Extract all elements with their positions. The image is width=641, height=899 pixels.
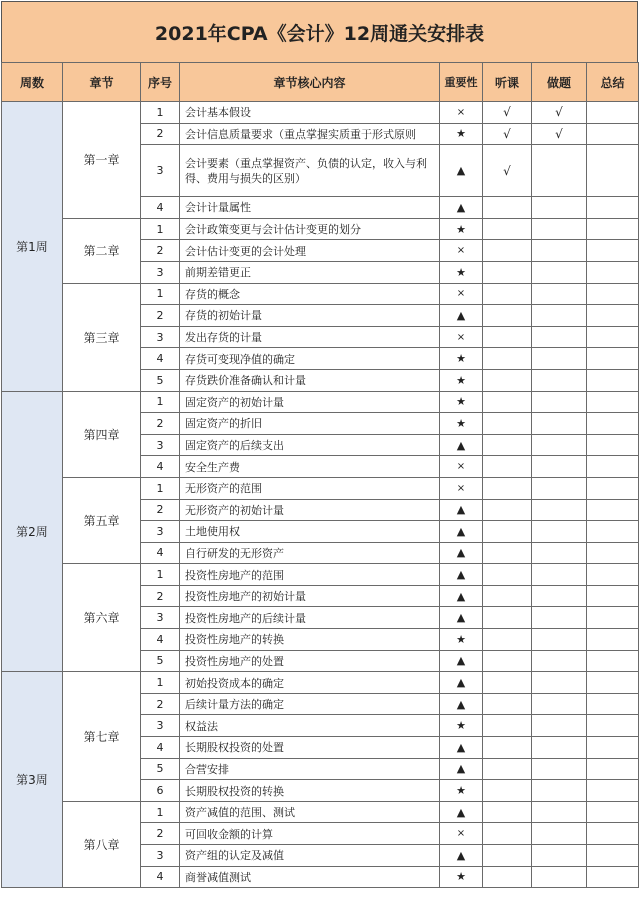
- importance-mark: ×: [440, 456, 483, 478]
- exercise-check: [532, 326, 587, 348]
- table-body: [2, 102, 639, 888]
- seq-cell: 1: [141, 801, 180, 823]
- header-seq: 序号: [141, 63, 180, 102]
- content-cell: 固定资产的后续支出: [180, 434, 440, 456]
- summary-cell: [587, 326, 639, 348]
- seq-cell: 1: [141, 391, 180, 413]
- importance-mark: ★: [440, 780, 483, 802]
- seq-cell: 3: [141, 607, 180, 629]
- listen-check: [483, 823, 532, 845]
- importance-mark: ▲: [440, 197, 483, 219]
- listen-check: [483, 564, 532, 586]
- table-row: [2, 391, 639, 413]
- content-cell: 长期股权投资的处置: [180, 737, 440, 759]
- summary-cell: [587, 866, 639, 888]
- exercise-check: [532, 650, 587, 672]
- importance-mark: ▲: [440, 845, 483, 867]
- seq-cell: 3: [141, 845, 180, 867]
- importance-mark: ×: [440, 102, 483, 124]
- header-listen: 听课: [483, 63, 532, 102]
- summary-cell: [587, 261, 639, 283]
- listen-check: [483, 456, 532, 478]
- summary-cell: [587, 197, 639, 219]
- content-cell: 资产减值的范围、测试: [180, 801, 440, 823]
- importance-mark: ▲: [440, 585, 483, 607]
- content-cell: 资产组的认定及减值: [180, 845, 440, 867]
- exercise-check: [532, 672, 587, 694]
- summary-cell: [587, 585, 639, 607]
- exercise-check: [532, 585, 587, 607]
- importance-mark: ▲: [440, 672, 483, 694]
- content-cell: 存货的概念: [180, 283, 440, 305]
- listen-check: [483, 326, 532, 348]
- importance-mark: ★: [440, 218, 483, 240]
- summary-cell: [587, 499, 639, 521]
- summary-cell: [587, 823, 639, 845]
- importance-mark: ★: [440, 715, 483, 737]
- content-cell: 存货跌价准备确认和计量: [180, 369, 440, 391]
- importance-mark: ★: [440, 123, 483, 145]
- importance-mark: ▲: [440, 607, 483, 629]
- exercise-check: [532, 607, 587, 629]
- summary-cell: [587, 145, 639, 197]
- content-cell: 安全生产费: [180, 456, 440, 478]
- summary-cell: [587, 780, 639, 802]
- content-cell: 会计政策变更与会计估计变更的划分: [180, 218, 440, 240]
- importance-mark: ▲: [440, 564, 483, 586]
- chapter-name: 第一章: [63, 102, 141, 219]
- summary-cell: [587, 348, 639, 370]
- seq-cell: 6: [141, 780, 180, 802]
- exercise-check: [532, 823, 587, 845]
- summary-cell: [587, 629, 639, 651]
- listen-check: [483, 197, 532, 219]
- seq-cell: 4: [141, 629, 180, 651]
- listen-check: [483, 737, 532, 759]
- content-cell: 固定资产的初始计量: [180, 391, 440, 413]
- importance-mark: ★: [440, 413, 483, 435]
- table-row: [2, 801, 639, 823]
- exercise-check: [532, 240, 587, 262]
- header-content: 章节核心内容: [180, 63, 440, 102]
- exercise-check: [532, 391, 587, 413]
- content-cell: 自行研发的无形资产: [180, 542, 440, 564]
- exercise-check: [532, 261, 587, 283]
- importance-mark: ▲: [440, 305, 483, 327]
- chapter-name: 第二章: [63, 218, 141, 283]
- header-summary: 总结: [587, 63, 639, 102]
- table-row: [2, 564, 639, 586]
- header-chapter: 章节: [63, 63, 141, 102]
- week-label: 第1周: [2, 102, 63, 392]
- importance-mark: ×: [440, 326, 483, 348]
- seq-cell: 2: [141, 585, 180, 607]
- schedule-table: [1, 62, 639, 888]
- summary-cell: [587, 521, 639, 543]
- content-cell: 投资性房地产的处置: [180, 650, 440, 672]
- summary-cell: [587, 391, 639, 413]
- summary-cell: [587, 477, 639, 499]
- content-cell: 权益法: [180, 715, 440, 737]
- listen-check: √: [483, 102, 532, 124]
- exercise-check: [532, 629, 587, 651]
- summary-cell: [587, 305, 639, 327]
- seq-cell: 3: [141, 261, 180, 283]
- listen-check: [483, 240, 532, 262]
- listen-check: [483, 780, 532, 802]
- importance-mark: ★: [440, 629, 483, 651]
- exercise-check: [532, 434, 587, 456]
- listen-check: [483, 521, 532, 543]
- exercise-check: [532, 542, 587, 564]
- seq-cell: 4: [141, 348, 180, 370]
- chapter-name: 第八章: [63, 801, 141, 887]
- summary-cell: [587, 715, 639, 737]
- seq-cell: 3: [141, 715, 180, 737]
- week-label: 第3周: [2, 672, 63, 888]
- exercise-check: [532, 715, 587, 737]
- content-cell: 固定资产的折旧: [180, 413, 440, 435]
- exercise-check: [532, 369, 587, 391]
- listen-check: [483, 542, 532, 564]
- content-cell: 土地使用权: [180, 521, 440, 543]
- content-cell: 存货可变现净值的确定: [180, 348, 440, 370]
- exercise-check: [532, 477, 587, 499]
- importance-mark: ★: [440, 261, 483, 283]
- chapter-name: 第六章: [63, 564, 141, 672]
- header-importance: 重要性: [440, 63, 483, 102]
- chapter-name: 第四章: [63, 391, 141, 477]
- listen-check: [483, 715, 532, 737]
- chapter-name: 第七章: [63, 672, 141, 802]
- seq-cell: 4: [141, 197, 180, 219]
- table-row: [2, 672, 639, 694]
- summary-cell: [587, 564, 639, 586]
- table-row: [2, 218, 639, 240]
- summary-cell: [587, 542, 639, 564]
- content-cell: 发出存货的计量: [180, 326, 440, 348]
- summary-cell: [587, 102, 639, 124]
- listen-check: [483, 650, 532, 672]
- header-exercise: 做题: [532, 63, 587, 102]
- listen-check: [483, 629, 532, 651]
- content-cell: 会计信息质量要求（重点掌握实质重于形式原则: [180, 123, 440, 145]
- table-row: [2, 283, 639, 305]
- summary-cell: [587, 413, 639, 435]
- listen-check: [483, 261, 532, 283]
- content-cell: 合营安排: [180, 758, 440, 780]
- listen-check: [483, 585, 532, 607]
- summary-cell: [587, 845, 639, 867]
- content-cell: 可回收金额的计算: [180, 823, 440, 845]
- content-cell: 存货的初始计量: [180, 305, 440, 327]
- seq-cell: 2: [141, 823, 180, 845]
- seq-cell: 3: [141, 145, 180, 197]
- summary-cell: [587, 758, 639, 780]
- listen-check: [483, 434, 532, 456]
- summary-cell: [587, 123, 639, 145]
- content-cell: 会计估计变更的会计处理: [180, 240, 440, 262]
- summary-cell: [587, 801, 639, 823]
- importance-mark: ▲: [440, 801, 483, 823]
- listen-check: [483, 477, 532, 499]
- listen-check: √: [483, 145, 532, 197]
- exercise-check: √: [532, 123, 587, 145]
- content-cell: 商誉减值测试: [180, 866, 440, 888]
- summary-cell: [587, 650, 639, 672]
- header-week: 周数: [2, 63, 63, 102]
- exercise-check: [532, 758, 587, 780]
- seq-cell: 1: [141, 672, 180, 694]
- summary-cell: [587, 607, 639, 629]
- seq-cell: 1: [141, 102, 180, 124]
- listen-check: [483, 499, 532, 521]
- importance-mark: ×: [440, 240, 483, 262]
- content-cell: 会计计量属性: [180, 197, 440, 219]
- exercise-check: [532, 693, 587, 715]
- table-row: [2, 477, 639, 499]
- listen-check: [483, 391, 532, 413]
- page-title: 2021年CPA《会计》12周通关安排表: [1, 1, 638, 63]
- table-row: [2, 102, 639, 124]
- seq-cell: 1: [141, 283, 180, 305]
- exercise-check: [532, 866, 587, 888]
- summary-cell: [587, 218, 639, 240]
- seq-cell: 4: [141, 737, 180, 759]
- summary-cell: [587, 240, 639, 262]
- importance-mark: ▲: [440, 650, 483, 672]
- summary-cell: [587, 672, 639, 694]
- listen-check: √: [483, 123, 532, 145]
- listen-check: [483, 305, 532, 327]
- exercise-check: [532, 780, 587, 802]
- seq-cell: 2: [141, 123, 180, 145]
- seq-cell: 2: [141, 693, 180, 715]
- chapter-name: 第五章: [63, 477, 141, 563]
- listen-check: [483, 801, 532, 823]
- listen-check: [483, 283, 532, 305]
- seq-cell: 4: [141, 542, 180, 564]
- exercise-check: [532, 737, 587, 759]
- seq-cell: 2: [141, 305, 180, 327]
- exercise-check: [532, 283, 587, 305]
- content-cell: 无形资产的初始计量: [180, 499, 440, 521]
- summary-cell: [587, 456, 639, 478]
- exercise-check: [532, 145, 587, 197]
- header-row: [2, 63, 639, 102]
- seq-cell: 1: [141, 564, 180, 586]
- content-cell: 无形资产的范围: [180, 477, 440, 499]
- listen-check: [483, 348, 532, 370]
- summary-cell: [587, 693, 639, 715]
- exercise-check: √: [532, 102, 587, 124]
- listen-check: [483, 607, 532, 629]
- seq-cell: 4: [141, 866, 180, 888]
- content-cell: 投资性房地产的范围: [180, 564, 440, 586]
- content-cell: 会计基本假设: [180, 102, 440, 124]
- importance-mark: ★: [440, 391, 483, 413]
- listen-check: [483, 866, 532, 888]
- listen-check: [483, 369, 532, 391]
- importance-mark: ×: [440, 283, 483, 305]
- seq-cell: 2: [141, 240, 180, 262]
- exercise-check: [532, 305, 587, 327]
- exercise-check: [532, 801, 587, 823]
- seq-cell: 5: [141, 650, 180, 672]
- content-cell: 前期差错更正: [180, 261, 440, 283]
- importance-mark: ★: [440, 866, 483, 888]
- content-cell: 长期股权投资的转换: [180, 780, 440, 802]
- chapter-name: 第三章: [63, 283, 141, 391]
- listen-check: [483, 413, 532, 435]
- importance-mark: ▲: [440, 542, 483, 564]
- exercise-check: [532, 845, 587, 867]
- schedule-sheet: [1, 1, 640, 897]
- seq-cell: 4: [141, 456, 180, 478]
- exercise-check: [532, 197, 587, 219]
- content-cell: 投资性房地产的后续计量: [180, 607, 440, 629]
- importance-mark: ★: [440, 369, 483, 391]
- content-cell: 初始投资成本的确定: [180, 672, 440, 694]
- listen-check: [483, 758, 532, 780]
- exercise-check: [532, 218, 587, 240]
- seq-cell: 1: [141, 218, 180, 240]
- content-cell: 投资性房地产的初始计量: [180, 585, 440, 607]
- summary-cell: [587, 369, 639, 391]
- seq-cell: 3: [141, 434, 180, 456]
- importance-mark: ▲: [440, 521, 483, 543]
- exercise-check: [532, 456, 587, 478]
- seq-cell: 3: [141, 326, 180, 348]
- importance-mark: ▲: [440, 499, 483, 521]
- exercise-check: [532, 499, 587, 521]
- importance-mark: ×: [440, 823, 483, 845]
- content-cell: 会计要素（重点掌握资产、负债的认定，收入与利得、费用与损失的区别）: [180, 145, 440, 197]
- importance-mark: ▲: [440, 145, 483, 197]
- seq-cell: 5: [141, 758, 180, 780]
- importance-mark: ▲: [440, 737, 483, 759]
- listen-check: [483, 693, 532, 715]
- importance-mark: ▲: [440, 693, 483, 715]
- summary-cell: [587, 737, 639, 759]
- content-cell: 投资性房地产的转换: [180, 629, 440, 651]
- seq-cell: 2: [141, 413, 180, 435]
- importance-mark: ▲: [440, 434, 483, 456]
- seq-cell: 2: [141, 499, 180, 521]
- exercise-check: [532, 348, 587, 370]
- listen-check: [483, 218, 532, 240]
- content-cell: 后续计量方法的确定: [180, 693, 440, 715]
- importance-mark: ×: [440, 477, 483, 499]
- week-label: 第2周: [2, 391, 63, 672]
- exercise-check: [532, 521, 587, 543]
- summary-cell: [587, 283, 639, 305]
- exercise-check: [532, 564, 587, 586]
- seq-cell: 1: [141, 477, 180, 499]
- exercise-check: [532, 413, 587, 435]
- listen-check: [483, 672, 532, 694]
- seq-cell: 3: [141, 521, 180, 543]
- importance-mark: ▲: [440, 758, 483, 780]
- seq-cell: 5: [141, 369, 180, 391]
- listen-check: [483, 845, 532, 867]
- importance-mark: ★: [440, 348, 483, 370]
- summary-cell: [587, 434, 639, 456]
